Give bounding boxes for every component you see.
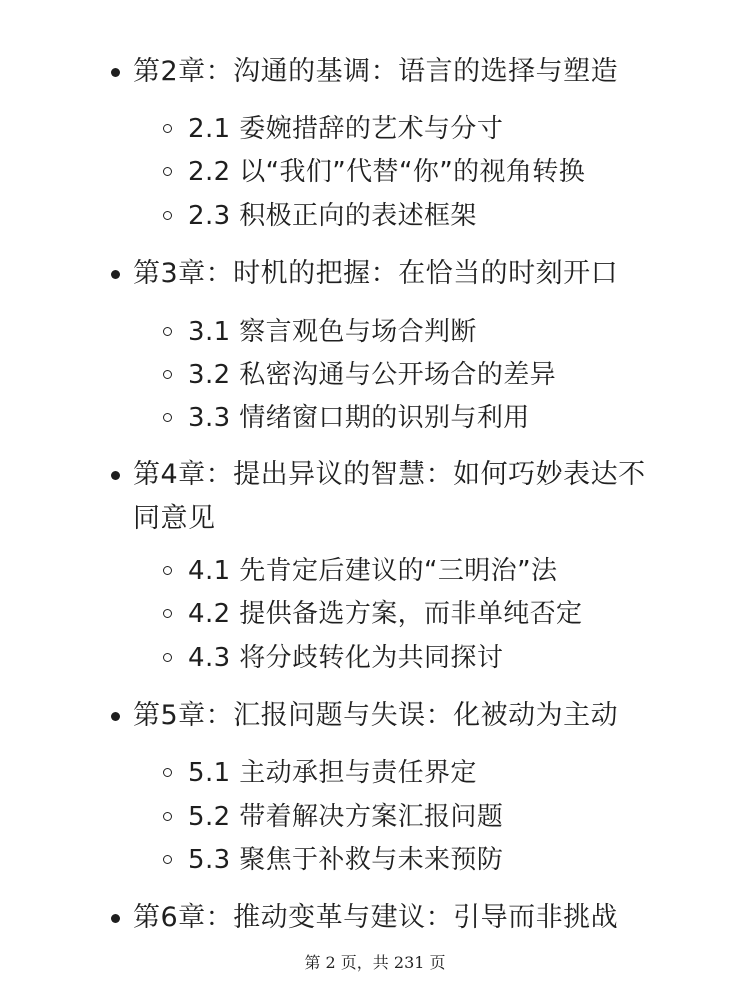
chapter-item — [133, 896, 673, 940]
chapter-title: 第3章：时机的把握：在恰当的时刻开口 — [133, 258, 619, 289]
section-title: 5.1 主动承担与责任界定 — [188, 758, 477, 788]
chapter-item — [133, 694, 673, 738]
section-item — [188, 150, 708, 194]
hollow-bullet-icon — [163, 812, 172, 821]
section-title: 5.2 带着解决方案汇报问题 — [188, 802, 504, 832]
bullet-icon — [111, 712, 120, 721]
section-title: 2.3 积极正向的表述框架 — [188, 201, 477, 231]
chapter-item — [133, 50, 673, 94]
section-item — [188, 107, 708, 151]
hollow-bullet-icon — [163, 653, 172, 662]
chapter-item — [133, 252, 673, 296]
section-title: 5.3 聚焦于补救与未来预防 — [188, 845, 504, 875]
hollow-bullet-icon — [163, 609, 172, 618]
section-item — [188, 396, 708, 440]
section-title: 2.2 以“我们”代替“你”的视角转换 — [188, 157, 586, 187]
hollow-bullet-icon — [163, 211, 172, 220]
section-title: 4.2 提供备选方案，而非单纯否定 — [188, 599, 583, 629]
hollow-bullet-icon — [163, 855, 172, 864]
chapter-title: 第6章：推动变革与建议：引导而非挑战 — [133, 902, 619, 933]
section-title: 3.2 私密沟通与公开场合的差异 — [188, 360, 557, 390]
hollow-bullet-icon — [163, 413, 172, 422]
section-item — [188, 353, 708, 397]
hollow-bullet-icon — [163, 167, 172, 176]
section-title: 4.1 先肯定后建议的“三明治”法 — [188, 556, 558, 586]
section-item — [188, 194, 708, 238]
section-item — [188, 636, 708, 680]
bullet-icon — [111, 471, 120, 480]
section-title: 3.3 情绪窗口期的识别与利用 — [188, 403, 530, 433]
section-title: 3.1 察言观色与场合判断 — [188, 317, 477, 347]
page-number-footer: 第 2 页，共 231 页 — [304, 953, 446, 972]
hollow-bullet-icon — [163, 327, 172, 336]
chapter-title: 第5章：汇报问题与失误：化被动为主动 — [133, 700, 619, 731]
hollow-bullet-icon — [163, 370, 172, 379]
section-item — [188, 838, 708, 882]
section-title: 4.3 将分歧转化为共同探讨 — [188, 643, 504, 673]
hollow-bullet-icon — [163, 768, 172, 777]
section-item — [188, 795, 708, 839]
section-item — [188, 310, 708, 354]
chapter-title: 第2章：沟通的基调：语言的选择与塑造 — [133, 56, 619, 87]
chapter-title: 第4章：提出异议的智慧：如何巧妙表达不同意见 — [133, 459, 646, 534]
section-item — [188, 592, 708, 636]
bullet-icon — [111, 270, 120, 279]
bullet-icon — [111, 68, 120, 77]
bullet-icon — [111, 914, 120, 923]
section-item — [188, 751, 708, 795]
section-item — [188, 549, 708, 593]
chapter-item — [133, 453, 673, 541]
section-title: 2.1 委婉措辞的艺术与分寸 — [188, 114, 504, 144]
hollow-bullet-icon — [163, 566, 172, 575]
hollow-bullet-icon — [163, 124, 172, 133]
